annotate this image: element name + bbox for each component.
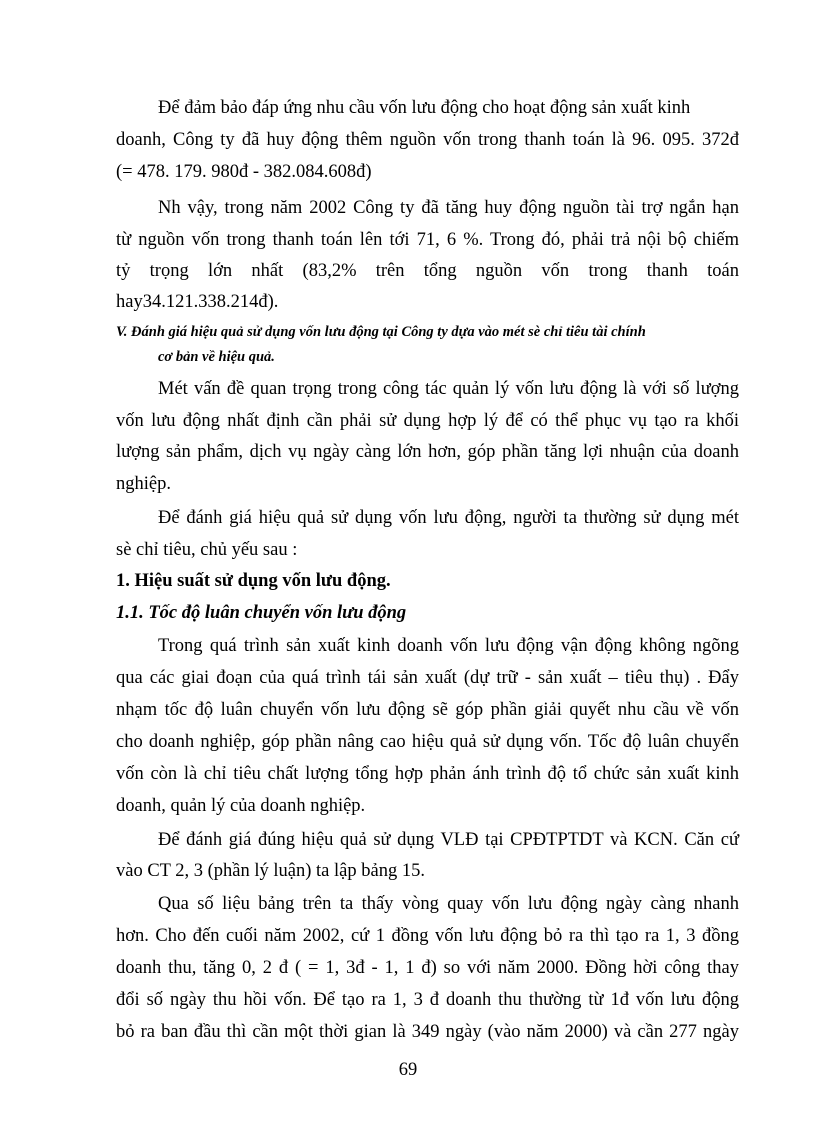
paragraph-line: hơn. Cho đến cuối năm 2002, cứ 1 đồng vốn lưu động bỏ ra thì tạo ra 1, 3 đồng — [116, 926, 739, 946]
paragraph-line: (= 478. 179. 980đ - 382.084.608đ) — [116, 162, 372, 182]
paragraph-line: nghiệp. — [116, 474, 171, 494]
heading-1-1: 1.1. Tốc độ luân chuyển vốn lưu động — [116, 603, 407, 623]
heading-1: 1. Hiệu suất sử dụng vốn lưu động. — [116, 571, 391, 591]
paragraph-line: Để đánh giá đúng hiệu quả sử dụng VLĐ tại CPĐTPTDT và KCN. Căn cứ — [158, 830, 739, 850]
paragraph-line: Mét vấn đề quan trọng trong công tác quản lý vốn lưu động là với số lượng — [158, 379, 739, 399]
paragraph-line: Để đảm bảo đáp ứng nhu cầu vốn lưu động cho hoạt động sản xuất kinh — [158, 98, 691, 118]
paragraph-line: hay34.121.338.214đ). — [116, 292, 279, 312]
paragraph-line: bỏ ra ban đầu thì cần một thời gian là 349 ngày (vào năm 2000) và cần 277 ngày — [116, 1022, 739, 1042]
paragraph-line: cho doanh nghiệp, góp phần nâng cao hiệu quả sử dụng vốn. Tốc độ luân chuyển — [116, 732, 739, 752]
paragraph-line: từ nguồn vốn trong thanh toán lên tới 71, 6 %. Trong đó, phải trả nội bộ chiếm — [116, 230, 739, 250]
paragraph-line: Trong quá trình sản xuất kinh doanh vốn lưu động vận động không ngõng — [158, 636, 739, 656]
paragraph-line: Qua số liệu bảng trên ta thấy vòng quay vốn lưu động ngày càng nhanh — [158, 894, 739, 914]
paragraph-line: qua các giai đoạn của quá trình tái sản xuất (dự trữ - sản xuất – tiêu thụ) . Đẩy — [116, 668, 739, 688]
paragraph-line: lượng sản phẩm, dịch vụ ngày càng lớn hơn, góp phần tăng lợi nhuận của doanh — [116, 442, 739, 462]
paragraph-line: vốn còn là chỉ tiêu chất lượng tổng hợp phản ánh trình độ tổ chức sản xuất kinh — [116, 764, 739, 784]
section-heading-line: V. Đánh giá hiệu quả sử dụng vốn lưu động tại Công ty dựa vào mét sè chỉ tiêu tài chính — [116, 324, 646, 340]
paragraph-line: doanh, Công ty đã huy động thêm nguồn vốn trong thanh toán là 96. 095. 372đ — [116, 130, 739, 150]
page-number: 69 — [398, 1060, 418, 1080]
paragraph-line: tỷ trọng lớn nhất (83,2% trên tổng nguồn vốn trong thanh toán — [116, 261, 739, 281]
paragraph-line: Để đánh giá hiệu quả sử dụng vốn lưu động, người ta thường sử dụng mét — [158, 508, 739, 528]
paragraph-line: doanh, quản lý của doanh nghiệp. — [116, 796, 366, 816]
paragraph-line: doanh thu, tăng 0, 2 đ ( = 1, 3đ - 1, 1 đ) so với năm 2000. Đồng hời công thay — [116, 958, 739, 978]
paragraph-line: sè chỉ tiêu, chủ yếu sau : — [116, 540, 298, 560]
paragraph-line: nhạm tốc độ luân chuyển vốn lưu động sẽ góp phần giải quyết nhu cầu về vốn — [116, 700, 739, 720]
paragraph-line: đổi số ngày thu hồi vốn. Để tạo ra 1, 3 đ doanh thu thường từ 1đ vốn lưu động — [116, 990, 739, 1010]
section-heading-line: cơ bản về hiệu quả. — [158, 349, 275, 365]
paragraph-line: vào CT 2, 3 (phần lý luận) ta lập bảng 15. — [116, 861, 425, 881]
paragraph-line: Nh vậy, trong năm 2002 Công ty đã tăng huy động nguồn tài trợ ngắn hạn — [158, 198, 739, 218]
paragraph-line: vốn lưu động nhất định cần phải sử dụng hợp lý để có thể phục vụ tạo ra khối — [116, 411, 739, 431]
